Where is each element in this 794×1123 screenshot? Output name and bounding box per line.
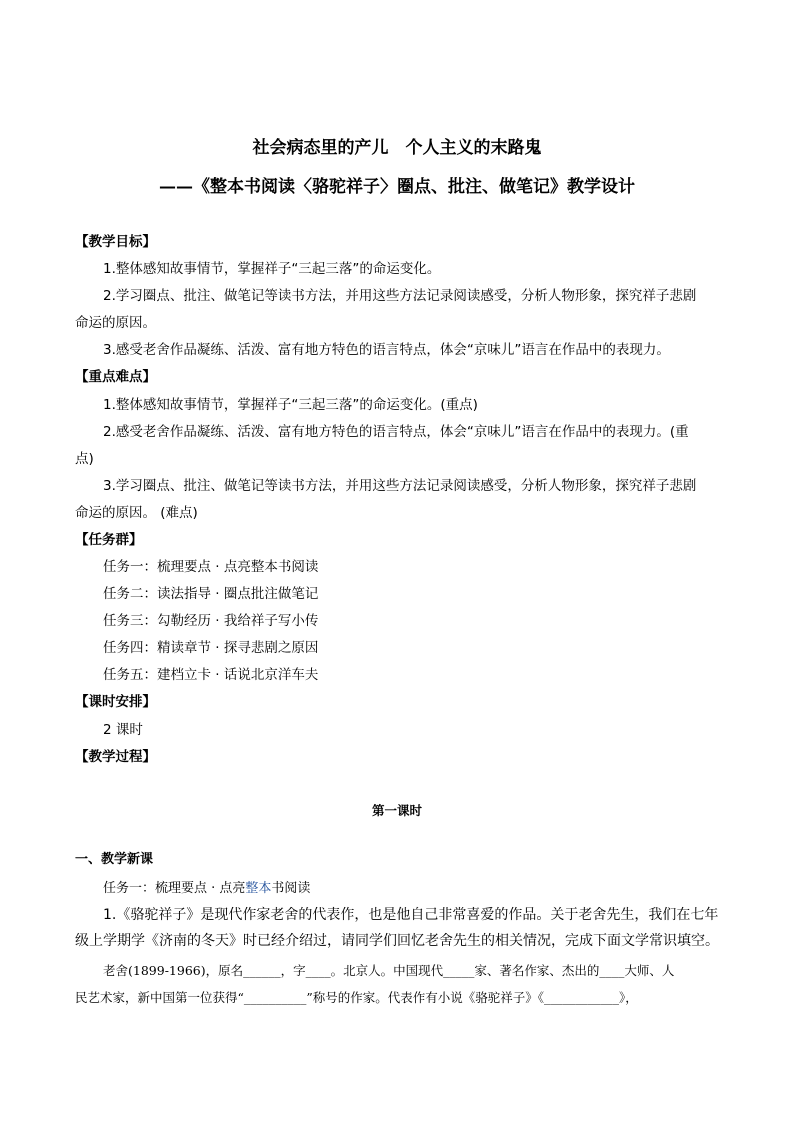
task-item: 任务一：梳理要点 · 点亮整本书阅读 <box>103 559 319 575</box>
document-subtitle: ——《整本书阅读〈骆驼祥子〉圈点、批注、做笔记》教学设计 <box>159 177 635 197</box>
keypoint-item: 2.感受老舍作品凝练、活泼、富有地方特色的语言特点，体会“京味儿”语言在作品中的表现力。(重 <box>103 424 689 440</box>
process-section-title: 一、教学新课 <box>75 852 154 867</box>
keypoint-item: 1.整体感知故事情节，掌握祥子“三起三落”的命运变化。(重点) <box>103 397 478 413</box>
process-task-title <box>103 880 310 898</box>
process-paragraph-line: 级上学期学《济南的冬天》时已经介绍过，请同学们回忆老舍先生的相关情况，完成下面文学常识填空。 <box>75 933 719 949</box>
task-title-suffix: 书阅读 <box>271 881 311 896</box>
keypoint-item-continued: 命运的原因。 (难点) <box>75 505 198 521</box>
section-heading-keypoints: 【重点难点】 <box>75 369 156 385</box>
task-title-prefix: 任务一：梳理要点 · 点亮 <box>103 881 246 896</box>
objective-item-continued: 命运的原因。 <box>75 315 156 331</box>
keypoint-item: 3.学习圈点、批注、做笔记等读书方法，并用这些方法记录阅读感受，分析人物形象，探究祥子悲剧 <box>103 478 697 494</box>
section-heading-tasks: 【任务群】 <box>75 532 143 548</box>
section-heading-schedule: 【课时安排】 <box>75 694 156 710</box>
task-item: 任务五：建档立卡 · 话说北京洋车夫 <box>103 667 319 683</box>
schedule-value: 2 课时 <box>103 722 143 738</box>
objective-item: 3.感受老舍作品凝练、活泼、富有地方特色的语言特点，体会“京味儿”语言在作品中的表现力。 <box>103 342 670 358</box>
task-item: 任务二：读法指导 · 圈点批注做笔记 <box>103 586 319 602</box>
keypoint-item-continued: 点) <box>75 451 94 467</box>
section-heading-objectives: 【教学目标】 <box>75 234 156 250</box>
lesson-title: 第一课时 <box>371 803 422 818</box>
objective-item: 2.学习圈点、批注、做笔记等读书方法，并用这些方法记录阅读感受，分析人物形象，探究祥子悲剧 <box>103 288 697 304</box>
task-item: 任务三：勾勒经历 · 我给祥子写小传 <box>103 613 319 629</box>
objective-item: 1.整体感知故事情节，掌握祥子“三起三落”的命运变化。 <box>103 261 441 277</box>
document-title: 社会病态里的产儿 个人主义的末路鬼 <box>252 138 542 158</box>
fill-blank-line: 老舍(1899-1966)，原名______，字____。北京人。中国现代_____家、著名作家、杰出的____大师、人 <box>103 963 675 978</box>
task-title-highlight: 整本 <box>245 881 272 896</box>
process-paragraph-line: 1.《骆驼祥子》是现代作家老舍的代表作，也是他自己非常喜爱的作品。关于老舍先生，我们在七年 <box>103 907 719 923</box>
fill-blank-line: 民艺术家，新中国第一位获得“__________”称号的作家。代表作有小说《骆驼祥子》《____________》， <box>75 990 638 1005</box>
task-item: 任务四：精读章节 · 探寻悲剧之原因 <box>103 640 319 656</box>
section-heading-process: 【教学过程】 <box>75 749 156 765</box>
